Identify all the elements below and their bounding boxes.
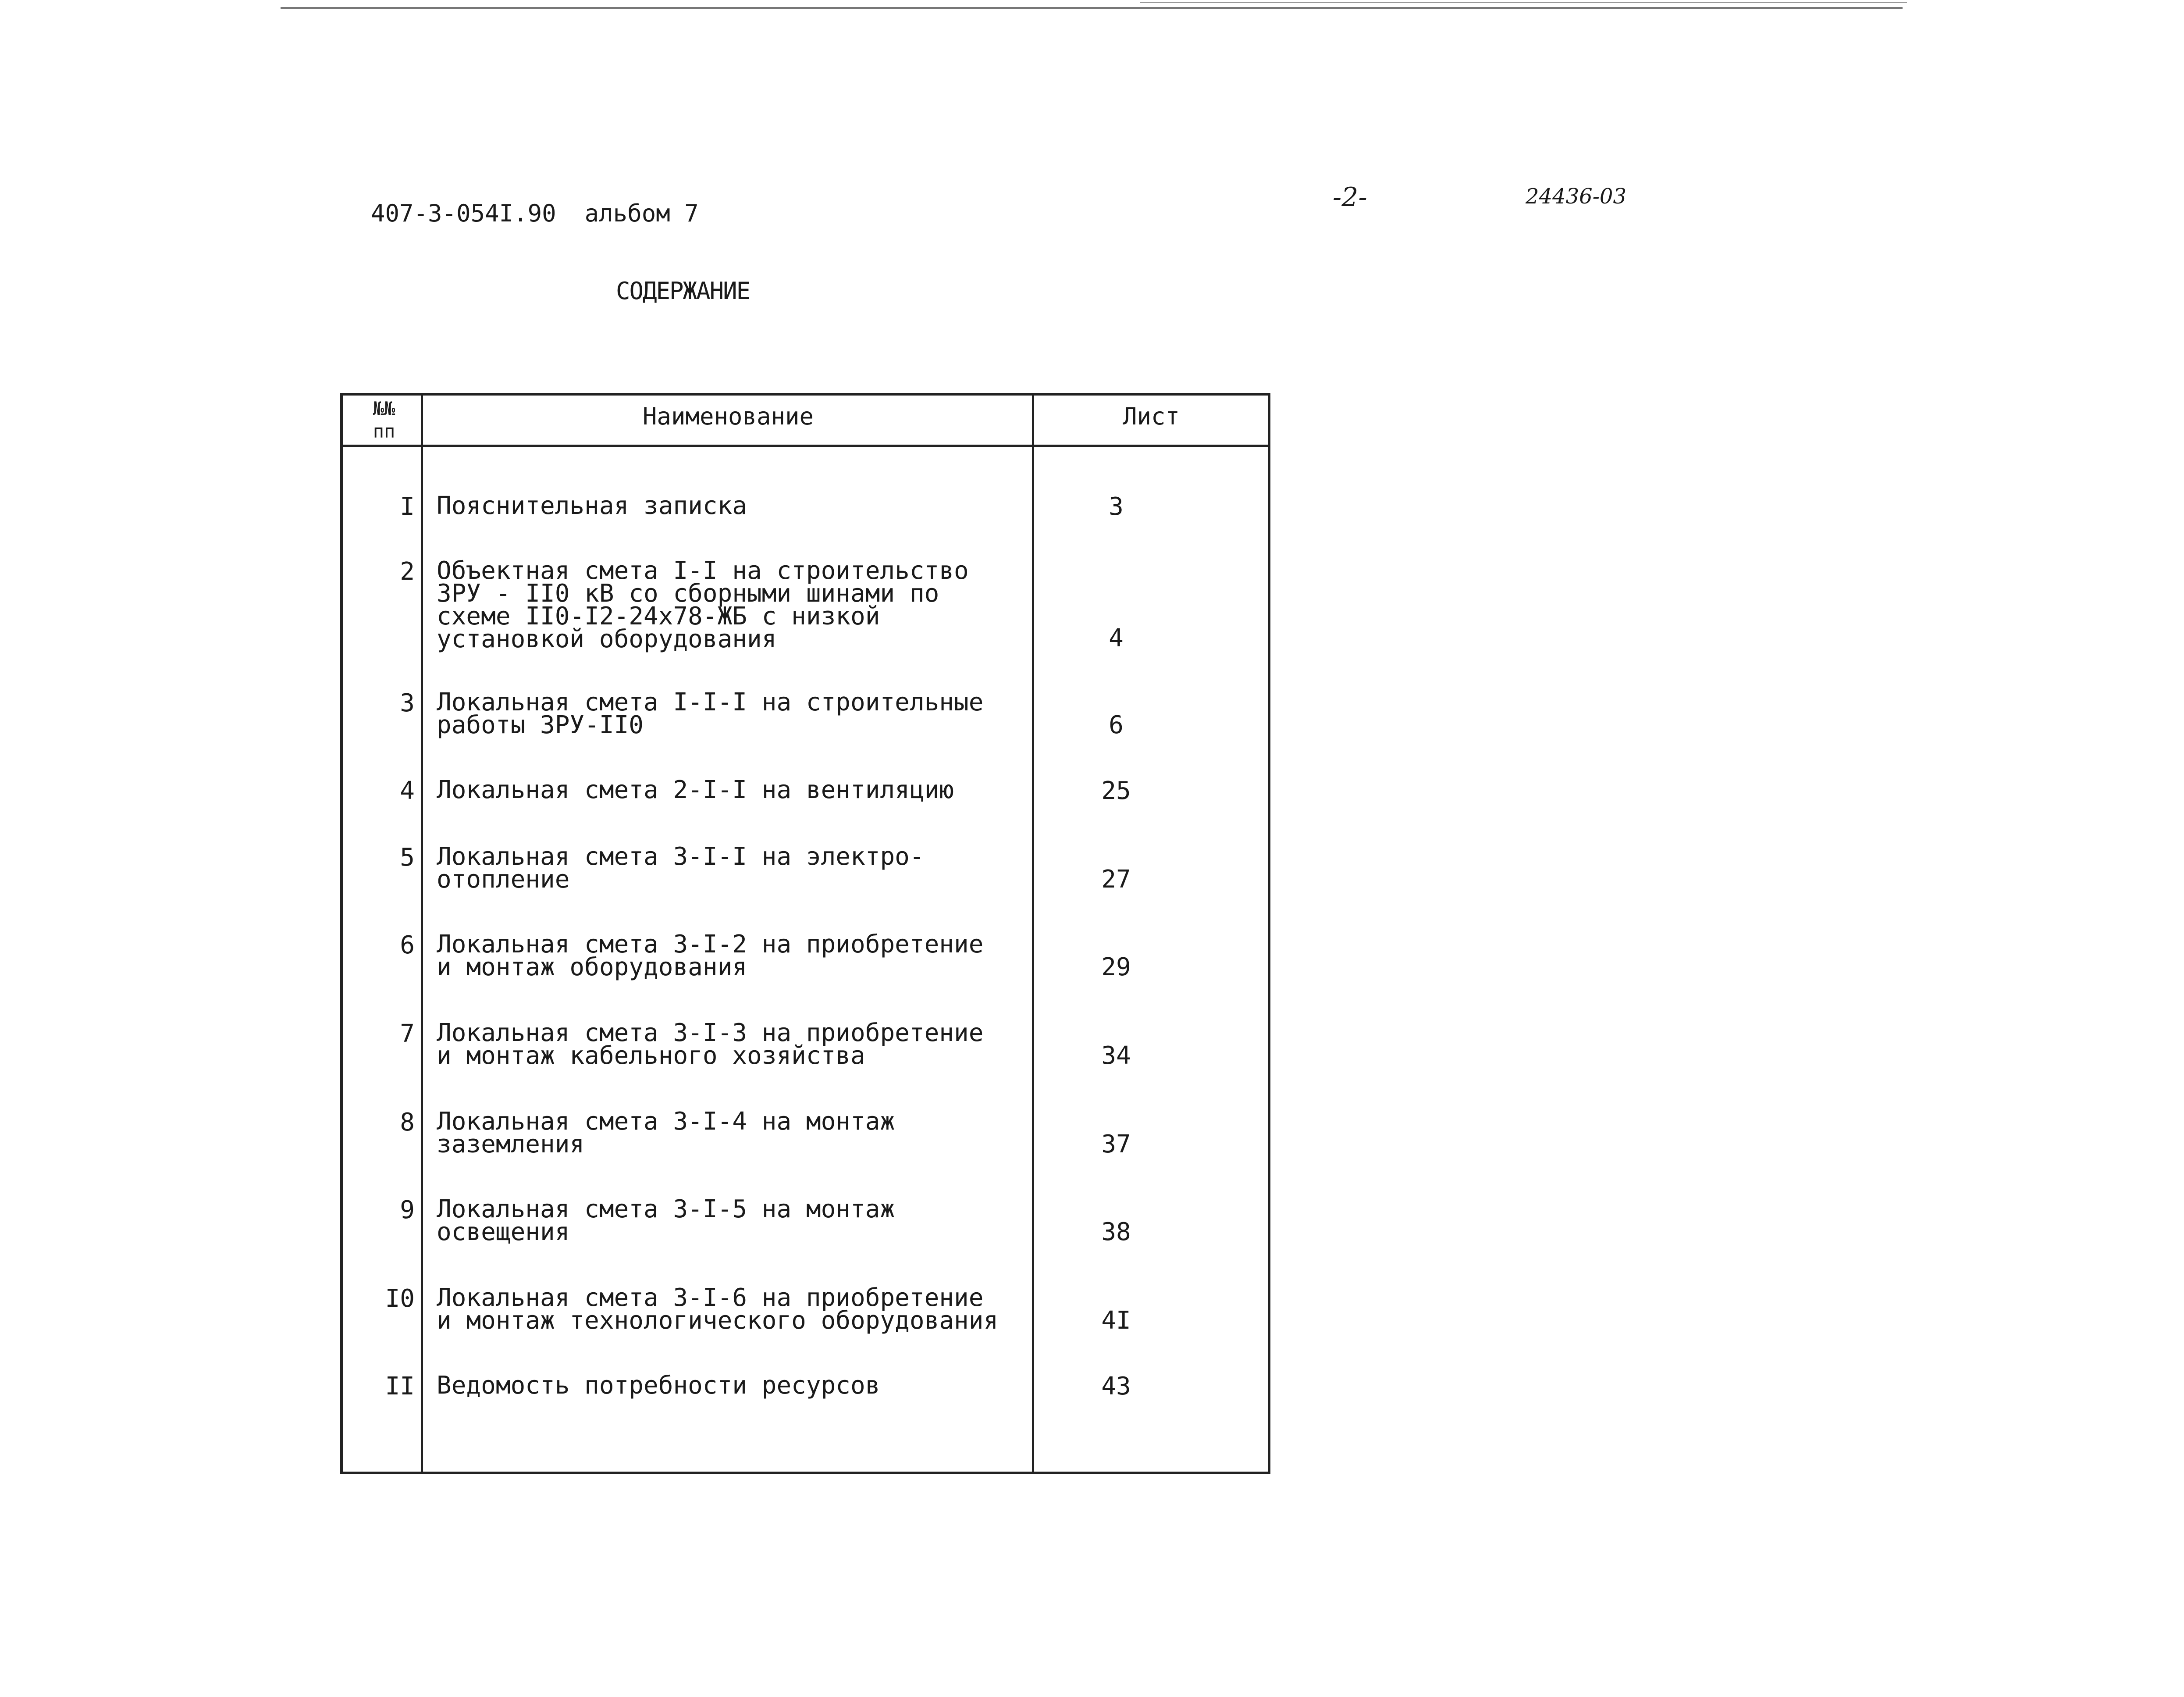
page-title: СОДЕРЖАНИЕ <box>616 277 750 305</box>
top-edge-line-secondary <box>1140 2 1907 3</box>
row-number: 3 <box>400 689 415 717</box>
row-title: Локальная смета 3-I-4 на монтаж заземления <box>437 1107 895 1159</box>
row-sheet: 29 <box>1101 953 1131 981</box>
column-header-name: Наименование <box>642 403 814 430</box>
row-sheet: 37 <box>1101 1130 1131 1159</box>
contents-table <box>340 393 1268 1472</box>
row-sheet: 25 <box>1101 777 1131 805</box>
row-title: Локальная смета 3-I-6 на приобретение и монтаж технологического оборудования <box>437 1283 999 1335</box>
row-title: Локальная смета 3-I-2 на приобретение и монтаж оборудования <box>437 930 984 981</box>
row-number: 8 <box>400 1108 415 1137</box>
row-number: 5 <box>400 843 415 872</box>
row-number: 6 <box>400 931 415 959</box>
row-number: 9 <box>400 1196 415 1224</box>
row-sheet: 38 <box>1101 1218 1131 1246</box>
column-divider-num <box>421 393 423 1472</box>
row-title: Локальная смета I-I-I на строительные работы ЗРУ-II0 <box>437 688 984 739</box>
handwritten-inventory-code: 24436-03 <box>1526 184 1626 209</box>
top-edge-line <box>281 7 1903 9</box>
row-number: 2 <box>400 557 415 586</box>
row-sheet: 4I <box>1101 1306 1131 1335</box>
row-sheet: 4 <box>1109 624 1124 652</box>
row-title: Ведомость потребности ресурсов <box>437 1371 880 1400</box>
row-title: Пояснительная записка <box>437 492 747 520</box>
page-number: -2- <box>1333 182 1367 213</box>
row-number: 7 <box>400 1020 415 1048</box>
row-title: Локальная смета 3-I-5 на монтаж освещения <box>437 1195 895 1246</box>
row-title: Локальная смета 3-I-3 на приобретение и монтаж кабельного хозяйства <box>437 1019 984 1070</box>
header-divider <box>340 445 1268 447</box>
row-sheet: 43 <box>1101 1372 1131 1401</box>
row-title: Объектная смета I-I на строительство ЗРУ - II0 кВ со сборными шинами по схеме II0-I2-24х78-ЖБ с низкой установкой оборудования <box>437 556 969 653</box>
document-code: 407-3-054I.90 альбом 7 <box>371 200 699 227</box>
row-title: Локальная смета 3-I-I на электро- отопление <box>437 842 925 894</box>
row-sheet: 6 <box>1109 711 1124 739</box>
column-header-sheet: Лист <box>1122 403 1180 430</box>
row-number: II <box>385 1372 415 1401</box>
column-header-num: №№ пп <box>373 398 395 442</box>
row-number: 4 <box>400 777 415 805</box>
row-number: I <box>400 492 415 521</box>
row-sheet: 3 <box>1109 492 1124 521</box>
row-title: Локальная смета 2-I-I на вентиляцию <box>437 776 954 804</box>
row-sheet: 27 <box>1101 865 1131 894</box>
row-number: I0 <box>385 1284 415 1313</box>
row-sheet: 34 <box>1101 1041 1131 1070</box>
